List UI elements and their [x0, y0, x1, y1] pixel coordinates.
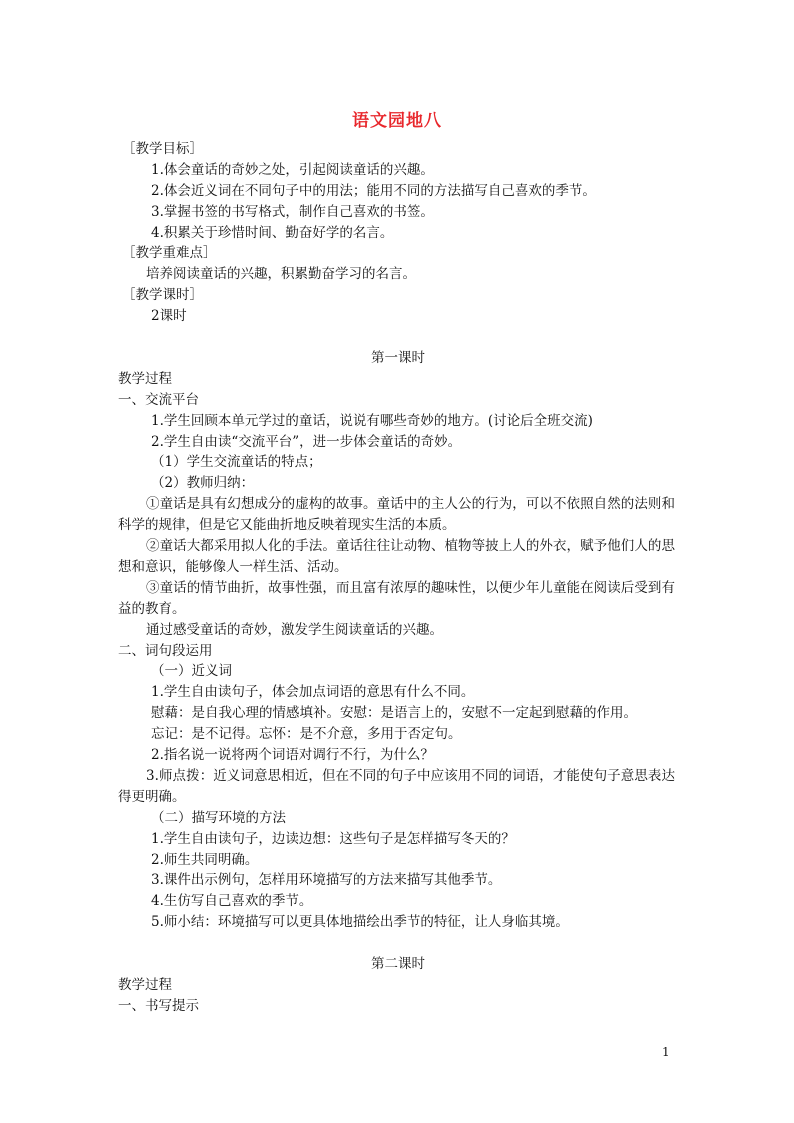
- hours-label: ［教学课时］: [122, 287, 203, 304]
- paragraph: ③童话的情节曲折，故事性强，而且富有浓厚的趣味性，以便少年儿童能在阅读后受到有益的教育。: [118, 579, 675, 617]
- paragraph: ②童话大都采用拟人化的手法。童话往往让动物、植物等披上人的外衣，赋予他们人的思想和意识，能够像人一样生活、活动。: [118, 538, 675, 575]
- section-title: 一、交流平台: [118, 391, 199, 408]
- hours-text: 2课时: [151, 308, 187, 325]
- sub-section-title: （二）描写环境的方法: [151, 809, 286, 826]
- sub-section-title: （一）近义词: [151, 663, 232, 680]
- page-number: 1: [662, 1045, 670, 1059]
- objectives-label: ［教学目标］: [122, 141, 203, 157]
- list-item: 3.课件出示例句，怎样用环境描写的方法来描写其他季节。: [151, 872, 502, 889]
- list-item: 1.学生自由读句子，体会加点词语的意思有什么不同。: [151, 684, 475, 701]
- sub-item: （1）学生交流童话的特点；: [151, 454, 322, 471]
- list-item: 1.学生回顾本单元学过的童话，说说有哪些奇妙的地方。(讨论后全班交流): [151, 412, 593, 429]
- list-item: 2.指名说一说将两个词语对调行不行，为什么？: [151, 747, 434, 764]
- list-item: 2.学生自由读“交流平台”，进一步体会童话的奇妙。: [151, 433, 462, 450]
- objective-item: 1.体会童话的奇妙之处，引起阅读童话的兴趣。: [151, 161, 434, 178]
- lesson2-process: 教学过程: [118, 976, 172, 993]
- sub-item: （2）教师归纳：: [151, 475, 255, 492]
- paragraph: 通过感受童话的奇妙，激发学生阅读童话的兴趣。: [146, 621, 443, 638]
- lesson1-process: 教学过程: [118, 370, 172, 387]
- paragraph: ①童话是具有幻想成分的虚构的故事。童话中的主人公的行为，可以不依照自然的法则和科学的规律，但是它又能曲折地反映着现实生活的本质。: [118, 496, 675, 534]
- list-item: 4.生仿写自己喜欢的季节。: [151, 893, 313, 910]
- list-item: 慰藉：是自我心理的情感填补。安慰：是语言上的，安慰不一定起到慰藉的作用。: [151, 705, 637, 722]
- objective-item: 2.体会近义词在不同句子中的用法；能用不同的方法描写自己喜欢的季节。: [151, 182, 596, 199]
- list-item: 5.师小结：环境描写可以更具体地描绘出季节的特征，让人身临其境。: [151, 914, 569, 931]
- objective-item: 4.积累关于珍惜时间、勤奋好学的名言。: [151, 224, 394, 241]
- key-points-label: ［教学重难点］: [122, 245, 217, 262]
- key-points-text: 培养阅读童话的兴趣，积累勤奋学习的名言。: [146, 266, 416, 283]
- document-body: [118, 139, 678, 1017]
- list-item: 2.师生共同明确。: [151, 851, 259, 868]
- paragraph: 3.师点拨：近义词意思相近，但在不同的句子中应该用不同的词语，才能使句子意思表达得更明确。: [118, 767, 675, 805]
- section-title: 二、词句段运用: [118, 642, 213, 659]
- section-title: 一、书写提示: [118, 997, 199, 1014]
- document-title: 语文园地八: [352, 111, 442, 131]
- lesson1-heading: 第一课时: [371, 350, 425, 367]
- list-item: 忘记：是不记得。忘怀：是不介意，多用于否定句。: [151, 726, 462, 743]
- list-item: 1.学生自由读句子，边读边想：这些句子是怎样描写冬天的？: [151, 830, 515, 847]
- lesson2-heading: 第二课时: [371, 956, 425, 973]
- objective-item: 3.掌握书签的书写格式，制作自己喜欢的书签。: [151, 203, 434, 220]
